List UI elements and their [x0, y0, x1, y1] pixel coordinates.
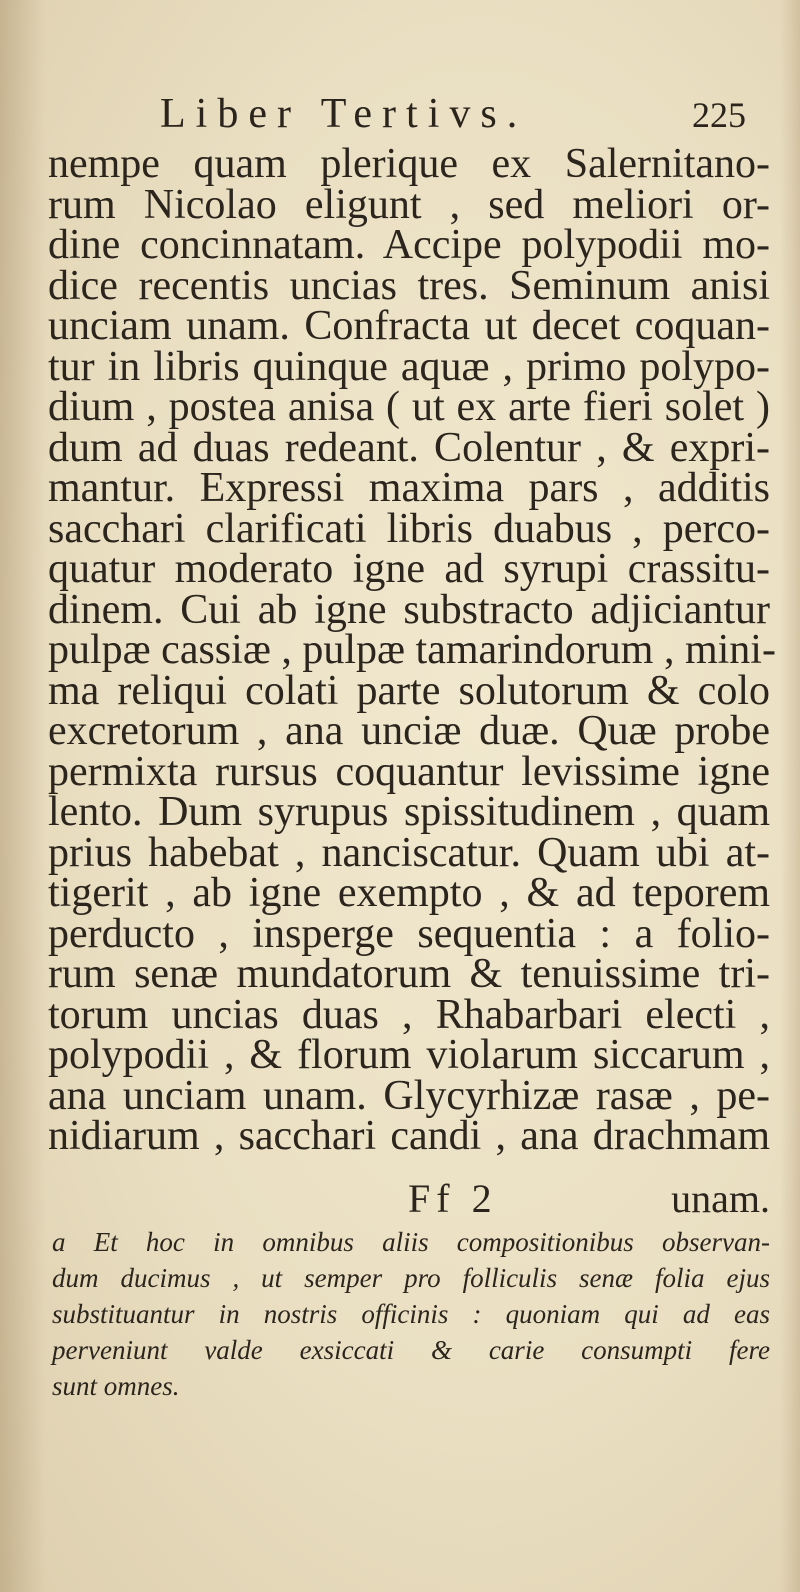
text-line: excretorum , ana unciæ duæ. Quæ probe: [48, 708, 770, 754]
text-line: dinem. Cui ab igne substracto adjiciantur: [48, 586, 770, 633]
text-line: polypodii , & florum violarum siccarum ,: [48, 1032, 770, 1078]
catchword: unam.: [671, 1176, 770, 1221]
text-line: dice recentis uncias tres. Seminum anisi: [48, 262, 770, 309]
text-line: tur in libris quinque aquæ , primo polypo-: [48, 343, 770, 390]
text-line: dum ad duas redeant. Colentur , & expri-: [48, 424, 770, 471]
signature-mark: Ff 2: [408, 1176, 498, 1221]
text-line: dium , postea anisa ( ut ex arte fieri solet ): [48, 384, 770, 430]
text-line: lento. Dum syrupus spissitudinem , quam: [48, 789, 770, 835]
text-line: nempe quam plerique ex Salernitano-: [48, 141, 770, 187]
footnote-line: a Et hoc in omnibus aliis compositionibus observan-: [52, 1227, 770, 1257]
running-head: [0, 90, 800, 142]
footnote-block: [52, 1224, 770, 1404]
text-line: perducto , insperge sequentia : a folio-: [48, 910, 770, 957]
footnote-line: dum ducimus , ut semper pro folliculis senæ folia ejus: [52, 1263, 770, 1293]
running-head-title: Liber Tertivs.: [160, 91, 528, 137]
text-line: rum Nicolao eligunt , sed meliori or-: [48, 181, 770, 228]
text-line: nidiarum , sacchari candi , ana drachmam: [48, 1113, 770, 1159]
text-line: unciam unam. Confracta ut decet coquan-: [48, 303, 770, 349]
text-line: ma reliqui colati parte solutorum & colo: [48, 667, 770, 714]
signature-line: [48, 1175, 770, 1221]
text-line: rum senæ mundatorum & tenuissime tri-: [48, 951, 770, 997]
text-line: permixta rursus coquantur levissime igne: [48, 748, 770, 795]
text-line: quatur moderato igne ad syrupi crassitu-: [48, 546, 770, 592]
text-line: dine concinnatam. Accipe polypodii mo-: [48, 222, 770, 268]
text-line: pulpæ cassiæ , pulpæ tamarindorum , mini-: [48, 627, 776, 673]
text-line: ana unciam unam. Glycyrhizæ rasæ , pe-: [48, 1072, 770, 1119]
text-line: torum uncias duas , Rhabarbari electi ,: [48, 991, 770, 1038]
text-line: prius habebat , nanciscatur. Quam ubi at-: [48, 829, 770, 876]
footnote-line: sunt omnes.: [52, 1371, 180, 1401]
footnote-line: substituantur in nostris officinis : quoniam qui ad eas: [52, 1299, 770, 1329]
text-line: sacchari clarificati libris duabus , perco-: [48, 505, 770, 552]
text-line: mantur. Expressi maxima pars , additis: [48, 465, 770, 511]
main-text-block: [48, 141, 776, 1159]
footnote-line: perveniunt valde exsiccati & carie consumpti fere: [52, 1335, 770, 1365]
text-line: tigerit , ab igne exempto , & ad teporem: [48, 870, 770, 916]
page-number: 225: [692, 95, 746, 135]
